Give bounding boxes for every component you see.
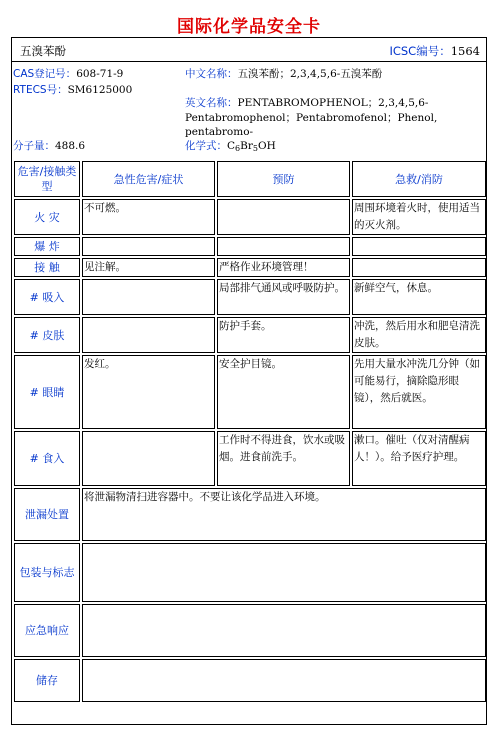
storage-text <box>82 659 486 702</box>
table-row <box>14 258 486 277</box>
identification-block <box>12 62 486 160</box>
rtecs-number: RTECS号：SM6125000 <box>13 84 133 96</box>
row-type: # 吸入 <box>14 279 80 315</box>
row-acute: 不可燃。 <box>82 199 215 235</box>
cas-number: CAS登记号：608-71-9 <box>13 68 124 80</box>
row-firstaid: 周围环境着火时，使用适当的灭火剂。 <box>352 199 486 235</box>
packaging-row <box>14 543 486 602</box>
row-firstaid <box>352 258 486 277</box>
card-title: 国际化学品安全卡 <box>177 17 321 37</box>
emergency-row <box>14 604 486 657</box>
emergency-text <box>82 604 486 657</box>
row-type: 爆 炸 <box>14 237 80 256</box>
table-row <box>14 237 486 256</box>
row-type: # 食入 <box>14 431 80 486</box>
row-type: # 眼睛 <box>14 355 80 429</box>
english-name-line3: pentabromo- <box>185 126 254 138</box>
row-prevention: 局部排气通风或呼吸防护。 <box>217 279 350 315</box>
emergency-label: 应急响应 <box>14 604 80 657</box>
english-name-line2: Pentabromophenol；Pentabromofenol；Phenol, <box>185 112 438 124</box>
spill-text: 将泄漏物清扫进容器中。不要让该化学品进入环境。 <box>82 488 486 541</box>
row-type: # 皮肤 <box>14 317 80 353</box>
table-row <box>14 279 486 315</box>
table-header-row <box>14 161 486 197</box>
english-name: 英文名称：PENTABROMOPHENOL；2,3,4,5,6- <box>185 97 429 109</box>
row-firstaid: 漱口。催吐（仅对清醒病人！）。给予医疗护理。 <box>352 431 486 486</box>
row-acute <box>82 317 215 353</box>
row-acute <box>82 279 215 315</box>
row-prevention: 安全护目镜。 <box>217 355 350 429</box>
row-prevention: 防护手套。 <box>217 317 350 353</box>
row-prevention: 工作时不得进食，饮水或吸烟。进食前洗手。 <box>217 431 350 486</box>
row-firstaid <box>352 237 486 256</box>
row-firstaid: 冲洗，然后用水和肥皂清洗皮肤。 <box>352 317 486 353</box>
chemical-formula: 化学式：$C_6Br_5OH$ <box>185 140 276 153</box>
packaging-label: 包装与标志 <box>14 543 80 602</box>
row-acute: 发红。 <box>82 355 215 429</box>
table-row <box>14 199 486 235</box>
header-firstaid: 急救/消防 <box>352 161 486 197</box>
chemical-name: 五溴苯酚 <box>20 44 66 58</box>
icsc-number <box>389 43 480 59</box>
hazard-table <box>12 159 488 704</box>
row-acute <box>82 237 215 256</box>
row-acute <box>82 431 215 486</box>
row-prevention <box>217 237 350 256</box>
row-firstaid: 先用大量水冲洗几分钟（如可能易行，摘除隐形眼镜），然后就医。 <box>352 355 486 429</box>
header-type: 危害/接触类型 <box>14 161 80 197</box>
molecular-weight: 分子量：488.6 <box>13 140 86 152</box>
icsc-label: ICSC编号： <box>389 44 451 58</box>
table-row <box>14 317 486 353</box>
row-firstaid: 新鲜空气，休息。 <box>352 279 486 315</box>
row-prevention: 严格作业环境管理！ <box>217 258 350 277</box>
storage-label: 储存 <box>14 659 80 702</box>
row-type: 接 触 <box>14 258 80 277</box>
row-acute: 见注解。 <box>82 258 215 277</box>
header-prevention: 预防 <box>217 161 350 197</box>
spill-label: 泄漏处置 <box>14 488 80 541</box>
spill-row <box>14 488 486 541</box>
icsc-value: 1564 <box>450 44 480 58</box>
row-prevention <box>217 199 350 235</box>
storage-row <box>14 659 486 702</box>
row-type: 火 灾 <box>14 199 80 235</box>
header-acute: 急性危害/症状 <box>82 161 215 197</box>
header-row <box>12 38 486 62</box>
chinese-name: 中文名称：五溴苯酚；2,3,4,5,6-五溴苯酚 <box>185 68 383 80</box>
table-row <box>14 355 486 429</box>
packaging-text <box>82 543 486 602</box>
table-row <box>14 431 486 486</box>
